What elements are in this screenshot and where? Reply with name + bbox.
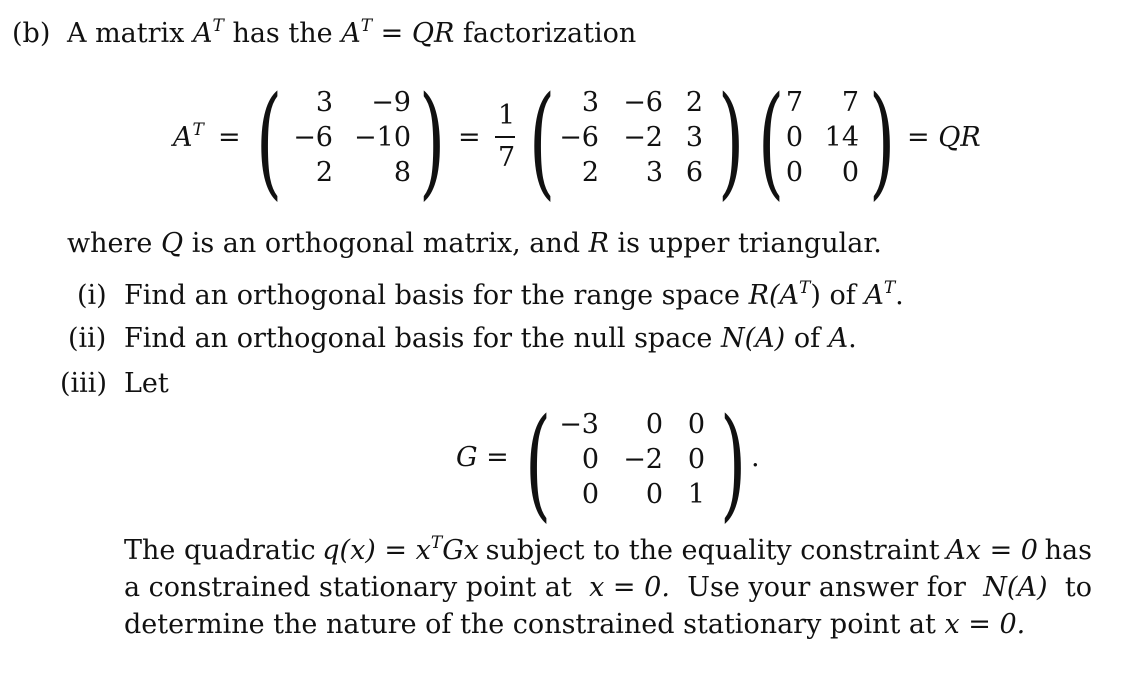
header-var-QR: QR (411, 18, 455, 49)
header-var-A: A (193, 18, 213, 49)
part-ii-label: (ii) (68, 323, 107, 354)
left-paren-G: ( (525, 392, 552, 534)
frac-bar (495, 136, 515, 138)
matrix-R-cell-0-0: 7 (785, 87, 803, 118)
matrix-R-cell-1-1: 14 (824, 122, 859, 153)
matrix-R-cell-0-1: 7 (841, 87, 859, 118)
where-line: where Q is an orthogonal matrix, and R is upper triangular. (67, 228, 882, 259)
matrix-Q-cell-1-2: 3 (685, 122, 703, 153)
left-paren-R: ( (758, 70, 785, 212)
header-eq: = (380, 18, 404, 49)
part-i-label: (i) (77, 280, 107, 311)
header-sup-T: T (212, 16, 224, 36)
final-line-3: determine the nature of the constrained stationary point at x = 0. (124, 609, 1026, 640)
matrix-Q-cell-2-1: 3 (645, 157, 663, 188)
right-paren-R: ) (869, 70, 896, 212)
matrix-G-cell-1-0: 0 (581, 444, 599, 475)
header-text-b: has the (232, 18, 333, 49)
final-line-1: The quadratic $q(x) = x^TGx$ subject to the equality constraint Ax = 0 has (124, 533, 1092, 566)
matrix-Q-cell-2-0: 2 (581, 157, 599, 188)
matrix-R-cell-2-1: 0 (841, 157, 859, 188)
header-var-A2: A (341, 18, 361, 49)
matrix-AT-cell-2-0: 2 (315, 157, 333, 188)
matrix-G-cell-0-0: −3 (559, 409, 599, 440)
matrix-G-cell-0-2: 0 (687, 409, 705, 440)
header-sup-T2: T (360, 16, 373, 36)
part-i-text: Find an orthogonal basis for the range space $R(A^T)$ of $A^T$. (124, 278, 904, 311)
right-paren-G: ) (720, 392, 747, 534)
matrix-R-cell-2-0: 0 (785, 157, 803, 188)
g-period: . (751, 442, 760, 473)
header-text-a: A matrix (67, 18, 185, 49)
eq-lhs: $A^T$ (173, 120, 204, 153)
matrix-AT-cell-1-1: −10 (354, 122, 411, 153)
header-sentence (67, 18, 636, 49)
eq-equals-1: = (218, 122, 241, 153)
matrix-R-cell-1-0: 0 (785, 122, 803, 153)
matrix-AT-cell-0-0: 3 (315, 87, 333, 118)
eq-rhs: = QR (907, 122, 981, 153)
matrix-G-cell-1-2: 0 (687, 444, 705, 475)
part-iii-text: Let (124, 368, 169, 399)
frac-numerator: 1 (498, 100, 516, 131)
matrix-G-cell-1-1: −2 (623, 444, 663, 475)
left-paren-AT: ( (256, 70, 283, 212)
matrix-AT-cell-0-1: −9 (371, 87, 411, 118)
matrix-Q-cell-1-1: −2 (623, 122, 663, 153)
matrix-AT-cell-1-0: −6 (293, 122, 333, 153)
right-paren-AT: ) (419, 70, 446, 212)
part-ii-text: Find an orthogonal basis for the null space N(A) of A. (124, 323, 857, 354)
matrix-Q-cell-2-2: 6 (685, 157, 703, 188)
matrix-G-cell-2-0: 0 (581, 479, 599, 510)
left-paren-Q: ( (529, 70, 556, 212)
matrix-Q-cell-0-0: 3 (581, 87, 599, 118)
matrix-G-cell-2-1: 0 (645, 479, 663, 510)
part-iii-label: (iii) (60, 368, 107, 399)
header-text-c: factorization (462, 18, 637, 49)
matrix-Q-cell-0-1: −6 (623, 87, 663, 118)
matrix-Q-cell-0-2: 2 (685, 87, 703, 118)
final-line-2: a constrained stationary point at x = 0. Use your answer for N(A) to (124, 572, 1092, 603)
matrix-G-cell-0-1: 0 (645, 409, 663, 440)
matrix-G-cell-2-2: 1 (687, 479, 705, 510)
eq-equals-2: = (458, 122, 481, 153)
right-paren-Q: ) (718, 70, 745, 212)
frac-denominator: 7 (498, 142, 516, 173)
part-label-b: (b) (12, 18, 51, 49)
matrix-AT-cell-2-1: 8 (393, 157, 411, 188)
matrix-Q-cell-1-0: −6 (559, 122, 599, 153)
g-lhs: G = (456, 442, 509, 473)
